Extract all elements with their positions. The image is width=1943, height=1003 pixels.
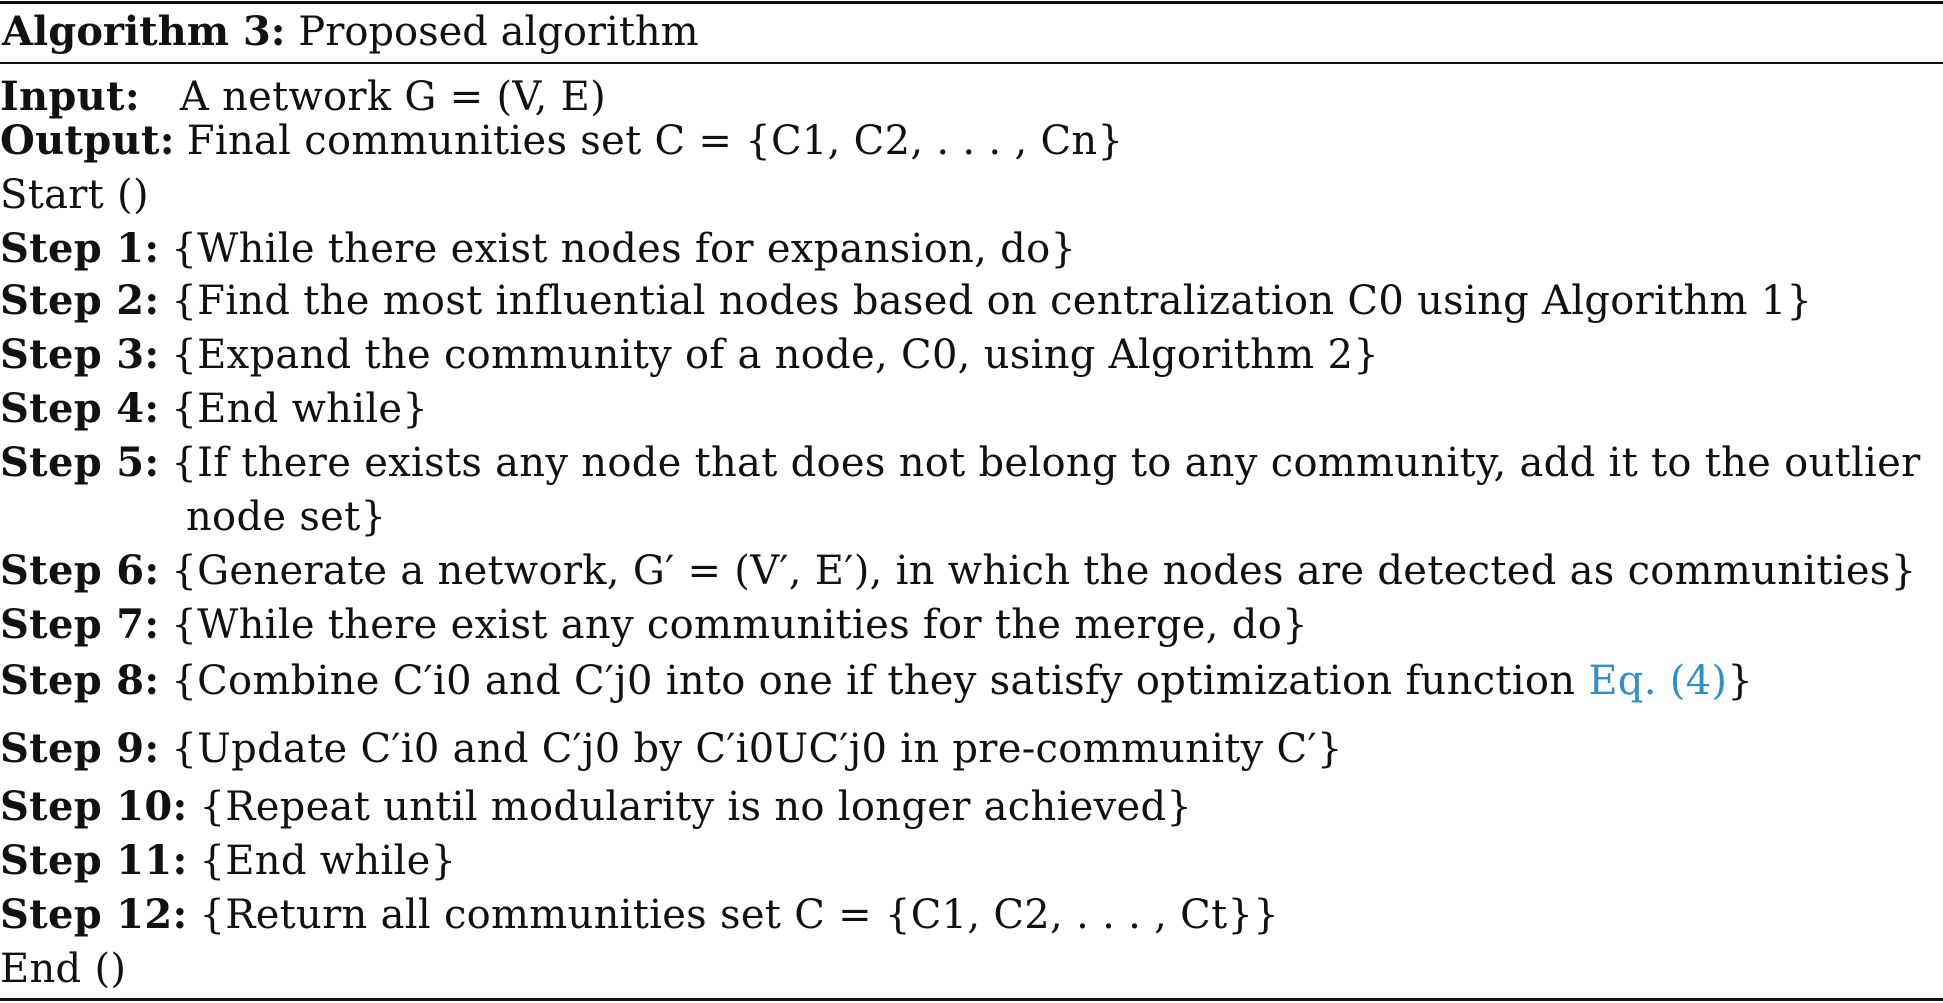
input-text: A network G = (V, E) [179, 74, 607, 120]
step-8-label: Step 8: [0, 657, 160, 704]
step-3-text: {Expand the community of a node, C0, using Algorithm 2} [171, 332, 1379, 378]
step-1-label: Step 1: [0, 225, 160, 272]
step-5-continuation-text: node set} [186, 494, 387, 540]
step-8-text-after: } [1727, 658, 1754, 704]
step-5-text: {If there exists any node that does not belong to any community, add it to the outlier [171, 440, 1921, 486]
step-3 [0, 330, 1379, 380]
step-12-text: {Return all communities set C = {C1, C2, . . . , Ct}} [199, 892, 1279, 938]
step-11 [0, 836, 456, 886]
eq-4-link[interactable]: Eq. (4) [1588, 658, 1728, 704]
step-9 [0, 724, 1343, 774]
step-6 [0, 546, 1916, 596]
end-text: End () [0, 946, 127, 992]
step-2-label: Step 2: [0, 277, 160, 324]
algorithm-label: Algorithm 3: [2, 8, 286, 55]
step-8-text: {Combine C′i0 and C′j0 into one if they satisfy optimization function [171, 658, 1589, 704]
step-10-text: {Repeat until modularity is no longer achieved} [199, 784, 1193, 830]
output-text: Final communities set C = {C1, C2, . . . , Cn} [186, 118, 1124, 164]
step-2-text: {Find the most influential nodes based on centralization C0 using Algorithm 1} [171, 278, 1813, 324]
output-label: Output: [0, 117, 175, 164]
algorithm-name: Proposed algorithm [298, 9, 699, 55]
end-line [0, 944, 126, 994]
step-6-label: Step 6: [0, 547, 160, 594]
step-1-text: {While there exist nodes for expansion, do} [171, 226, 1077, 272]
step-9-label: Step 9: [0, 725, 160, 772]
input-label: Input: [0, 73, 140, 120]
step-7-text: {While there exist any communities for the merge, do} [171, 602, 1308, 648]
step-11-label: Step 11: [0, 837, 188, 884]
step-12 [0, 890, 1279, 940]
start-line [0, 170, 149, 220]
step-2 [0, 276, 1812, 326]
output-line [0, 116, 1123, 166]
step-7-label: Step 7: [0, 601, 160, 648]
header-rule [0, 62, 1943, 64]
step-5 [0, 438, 1921, 488]
step-5-label: Step 5: [0, 439, 160, 486]
step-9-text: {Update C′i0 and C′j0 by C′i0UC′j0 in pre-community C′} [171, 726, 1343, 772]
step-12-label: Step 12: [0, 891, 188, 938]
step-10 [0, 782, 1192, 832]
step-4-text: {End while} [171, 386, 429, 432]
step-11-text: {End while} [199, 838, 457, 884]
step-7 [0, 600, 1308, 650]
step-8 [0, 656, 1753, 706]
step-6-text: {Generate a network, G′ = (V′, E′), in which the nodes are detected as communities} [171, 548, 1917, 594]
input-line [0, 72, 606, 122]
step-1 [0, 224, 1076, 274]
top-rule [0, 1, 1943, 4]
step-10-label: Step 10: [0, 783, 188, 830]
step-4 [0, 384, 428, 434]
algorithm-title [2, 6, 699, 58]
step-3-label: Step 3: [0, 331, 160, 378]
step-4-label: Step 4: [0, 385, 160, 432]
bottom-rule [0, 998, 1943, 1001]
start-text: Start () [0, 172, 149, 218]
step-5-continuation [0, 492, 386, 542]
